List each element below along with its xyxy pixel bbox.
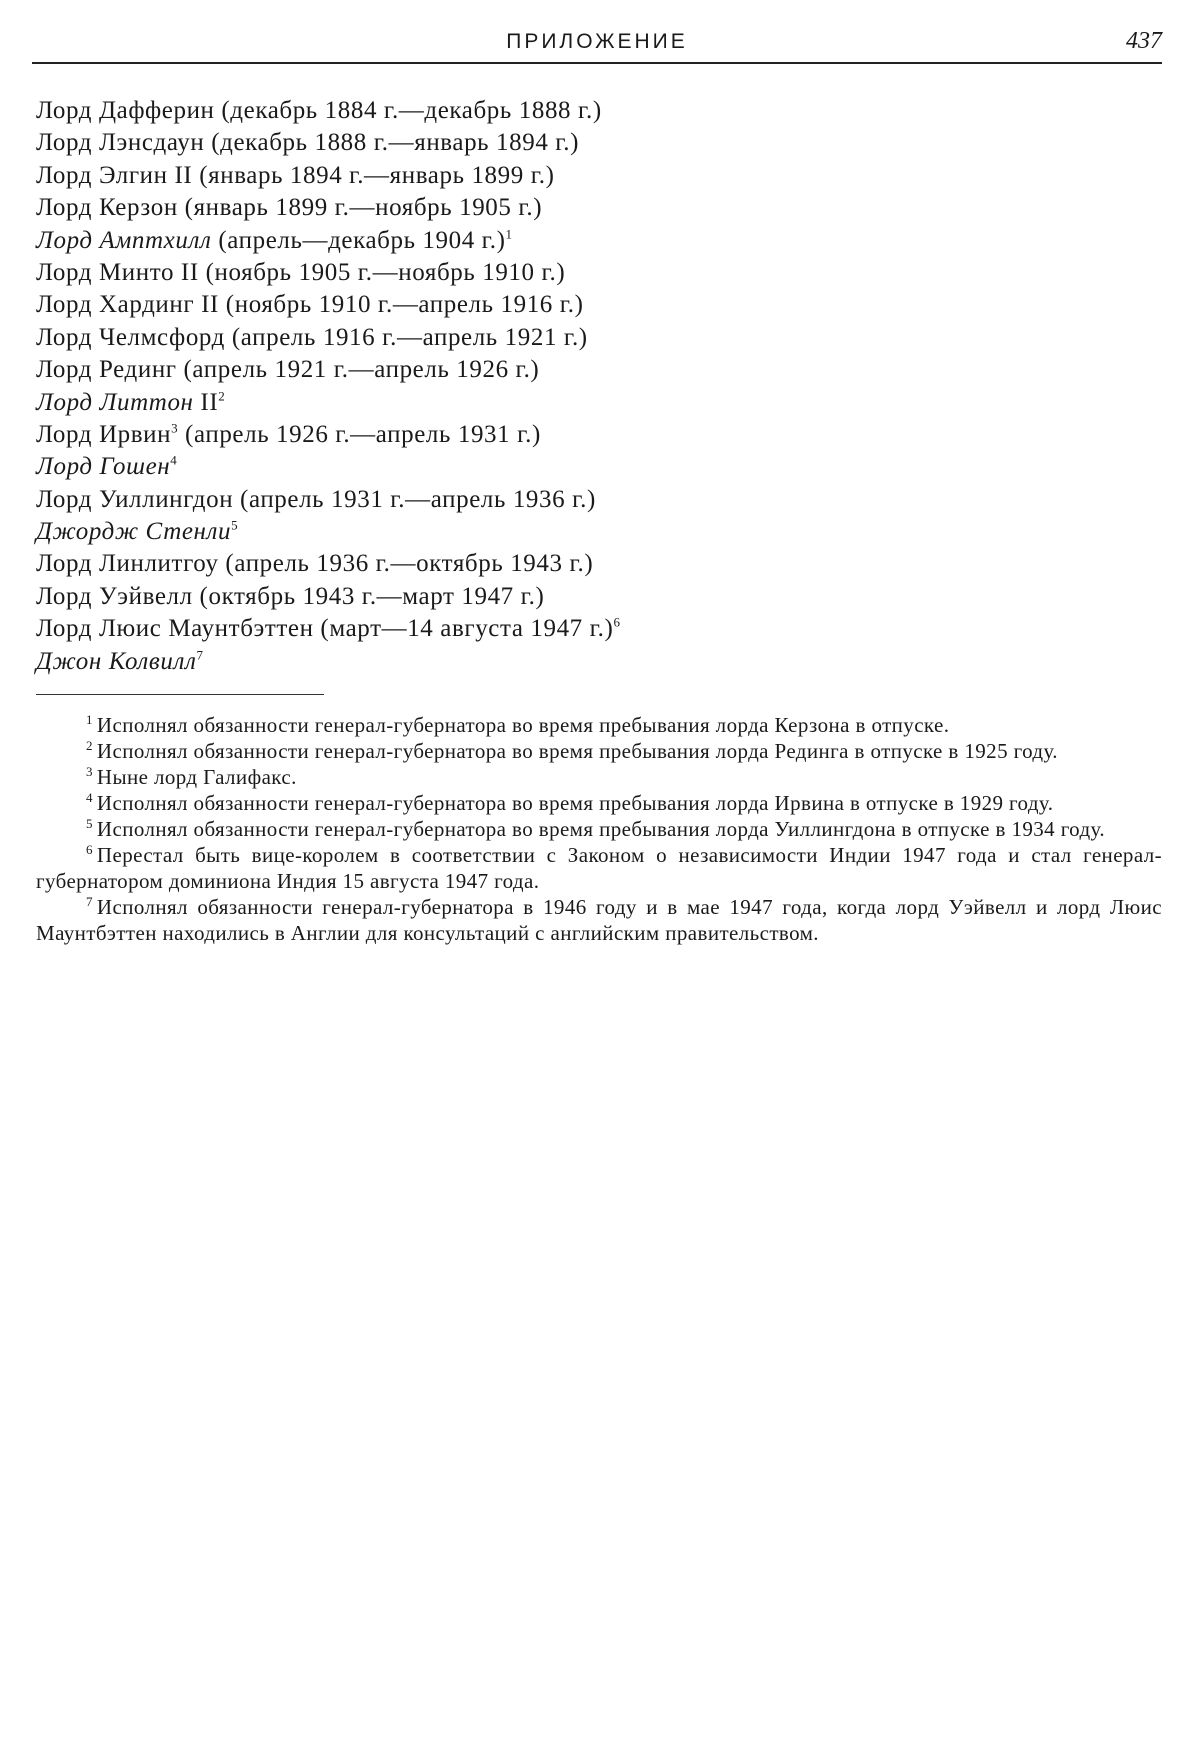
ruler-dates: (октябрь 1943 г.—март 1947 г.)	[192, 582, 545, 610]
ruler-dates: (апрель—декабрь 1904 г.)	[211, 226, 506, 254]
footnote-text: Перестал быть вице-королем в соответствии с Законом о независимости Индии 1947 года и стал генерал-губернатором доминиона Индия 15 августа 1947 года.	[36, 843, 1162, 893]
ruler-suffix: II	[193, 388, 219, 416]
list-item	[36, 613, 1136, 645]
ruler-dates: (март—14 августа 1947 г.)	[313, 615, 614, 643]
ruler-name: Лорд Дафферин	[36, 97, 215, 124]
ruler-name: Лорд Хардинг II	[36, 291, 219, 319]
header-rule	[32, 62, 1162, 64]
ruler-dates: (апрель 1916 г.—апрель 1921 г.)	[225, 323, 588, 351]
governors-list	[36, 95, 1136, 678]
list-item	[36, 419, 1136, 451]
ruler-dates: (апрель 1936 г.—октябрь 1943 г.)	[218, 550, 594, 578]
footnote-text: Исполнял обязанности генерал-губернатора во время пребывания лорда Рединга в отпуске в 1925 году.	[96, 739, 1058, 763]
list-item	[36, 192, 1136, 224]
footnote	[36, 842, 1162, 894]
ruler-dates: (январь 1894 г.—январь 1899 г.)	[192, 161, 555, 189]
ruler-name: Лорд Керзон	[36, 194, 178, 222]
footnote-ref: 5	[231, 517, 239, 533]
ruler-name: Лорд Минто II	[36, 258, 199, 286]
ruler-name: Лорд Гошен	[36, 453, 171, 481]
list-item	[36, 95, 1136, 127]
list-item	[36, 289, 1136, 321]
footnote-ref: 6	[613, 614, 621, 630]
page-number: 437	[1126, 28, 1162, 54]
footnote-ref: 4	[170, 452, 178, 468]
footnote-text: Ныне лорд Галифакс.	[96, 765, 297, 789]
footnote-mark: 5	[86, 816, 93, 831]
ruler-name: Лорд Ирвин	[36, 420, 172, 448]
ruler-name: Лорд Рединг	[36, 356, 177, 384]
ruler-name: Лорд Элгин II	[36, 161, 193, 189]
footnote-ref: 3	[171, 420, 179, 436]
ruler-name: Лорд Литтон	[36, 388, 194, 416]
ruler-name: Лорд Лэнсдаун	[36, 129, 205, 157]
footnotes	[36, 712, 1162, 946]
running-head	[32, 28, 1162, 62]
footnote	[36, 738, 1162, 764]
list-item	[36, 581, 1136, 613]
footnote-rule	[36, 694, 324, 695]
footnote-mark: 2	[86, 738, 93, 753]
footnote-mark: 4	[86, 790, 93, 805]
list-item	[36, 387, 1136, 419]
list-item	[36, 127, 1136, 159]
list-item	[36, 484, 1136, 516]
ruler-name: Лорд Челмсфорд	[36, 323, 226, 351]
footnote-text: Исполнял обязанности генерал-губернатора во время пребывания лорда Керзона в отпуске.	[96, 713, 950, 737]
footnote-text: Исполнял обязанности генерал-губернатора во время пребывания лорда Уиллингдона в отпуске в 1934 году.	[96, 817, 1106, 841]
ruler-dates: (декабрь 1884 г.—декабрь 1888 г.)	[214, 97, 602, 124]
ruler-name: Лорд Амптхилл	[36, 226, 212, 254]
ruler-name: Лорд Люис Маунтбэттен	[36, 615, 314, 643]
ruler-name: Джордж Стенли	[36, 518, 232, 546]
list-item	[36, 160, 1136, 192]
footnote-mark: 3	[86, 764, 93, 779]
footnote-ref: 1	[505, 226, 513, 242]
list-item	[36, 322, 1136, 354]
footnote-text: Исполнял обязанности генерал-губернатора в 1946 году и в мае 1947 года, когда лорд Уэйвелл и лорд Люис Маунтбэттен находились в Англии для консультаций с английским правительством.	[36, 895, 1162, 945]
list-item	[36, 646, 1136, 678]
ruler-name: Джон Колвилл	[36, 647, 197, 675]
running-title: ПРИЛОЖЕНИЕ	[506, 30, 688, 53]
footnote-mark: 1	[86, 712, 93, 727]
ruler-name: Лорд Линлитгоу	[36, 550, 219, 578]
footnote	[36, 712, 1162, 738]
footnote	[36, 894, 1162, 946]
ruler-dates: (январь 1899 г.—ноябрь 1905 г.)	[177, 194, 543, 222]
ruler-dates: (апрель 1931 г.—апрель 1936 г.)	[233, 485, 596, 513]
ruler-name: Лорд Уиллингдон	[36, 485, 234, 513]
list-item	[36, 354, 1136, 386]
ruler-dates: (апрель 1926 г.—апрель 1931 г.)	[178, 420, 541, 448]
footnote	[36, 764, 1162, 790]
footnote-ref: 7	[196, 647, 204, 663]
footnote-mark: 6	[86, 842, 93, 857]
footnote-ref: 2	[218, 388, 226, 404]
list-item	[36, 548, 1136, 580]
ruler-dates: (ноябрь 1910 г.—апрель 1916 г.)	[218, 291, 584, 319]
ruler-dates: (декабрь 1888 г.—январь 1894 г.)	[204, 129, 580, 157]
ruler-name: Лорд Уэйвелл	[36, 582, 193, 610]
ruler-dates: (апрель 1921 г.—апрель 1926 г.)	[176, 356, 540, 384]
footnote-mark: 7	[86, 894, 93, 909]
footnote-text: Исполнял обязанности генерал-губернатора во время пребывания лорда Ирвина в отпуске в 1929 году.	[96, 791, 1054, 815]
footnote	[36, 790, 1162, 816]
footnote	[36, 816, 1162, 842]
list-item	[36, 257, 1136, 289]
ruler-dates: (ноябрь 1905 г.—ноябрь 1910 г.)	[198, 258, 566, 286]
list-item	[36, 451, 1136, 483]
list-item	[36, 225, 1136, 257]
list-item	[36, 516, 1136, 548]
